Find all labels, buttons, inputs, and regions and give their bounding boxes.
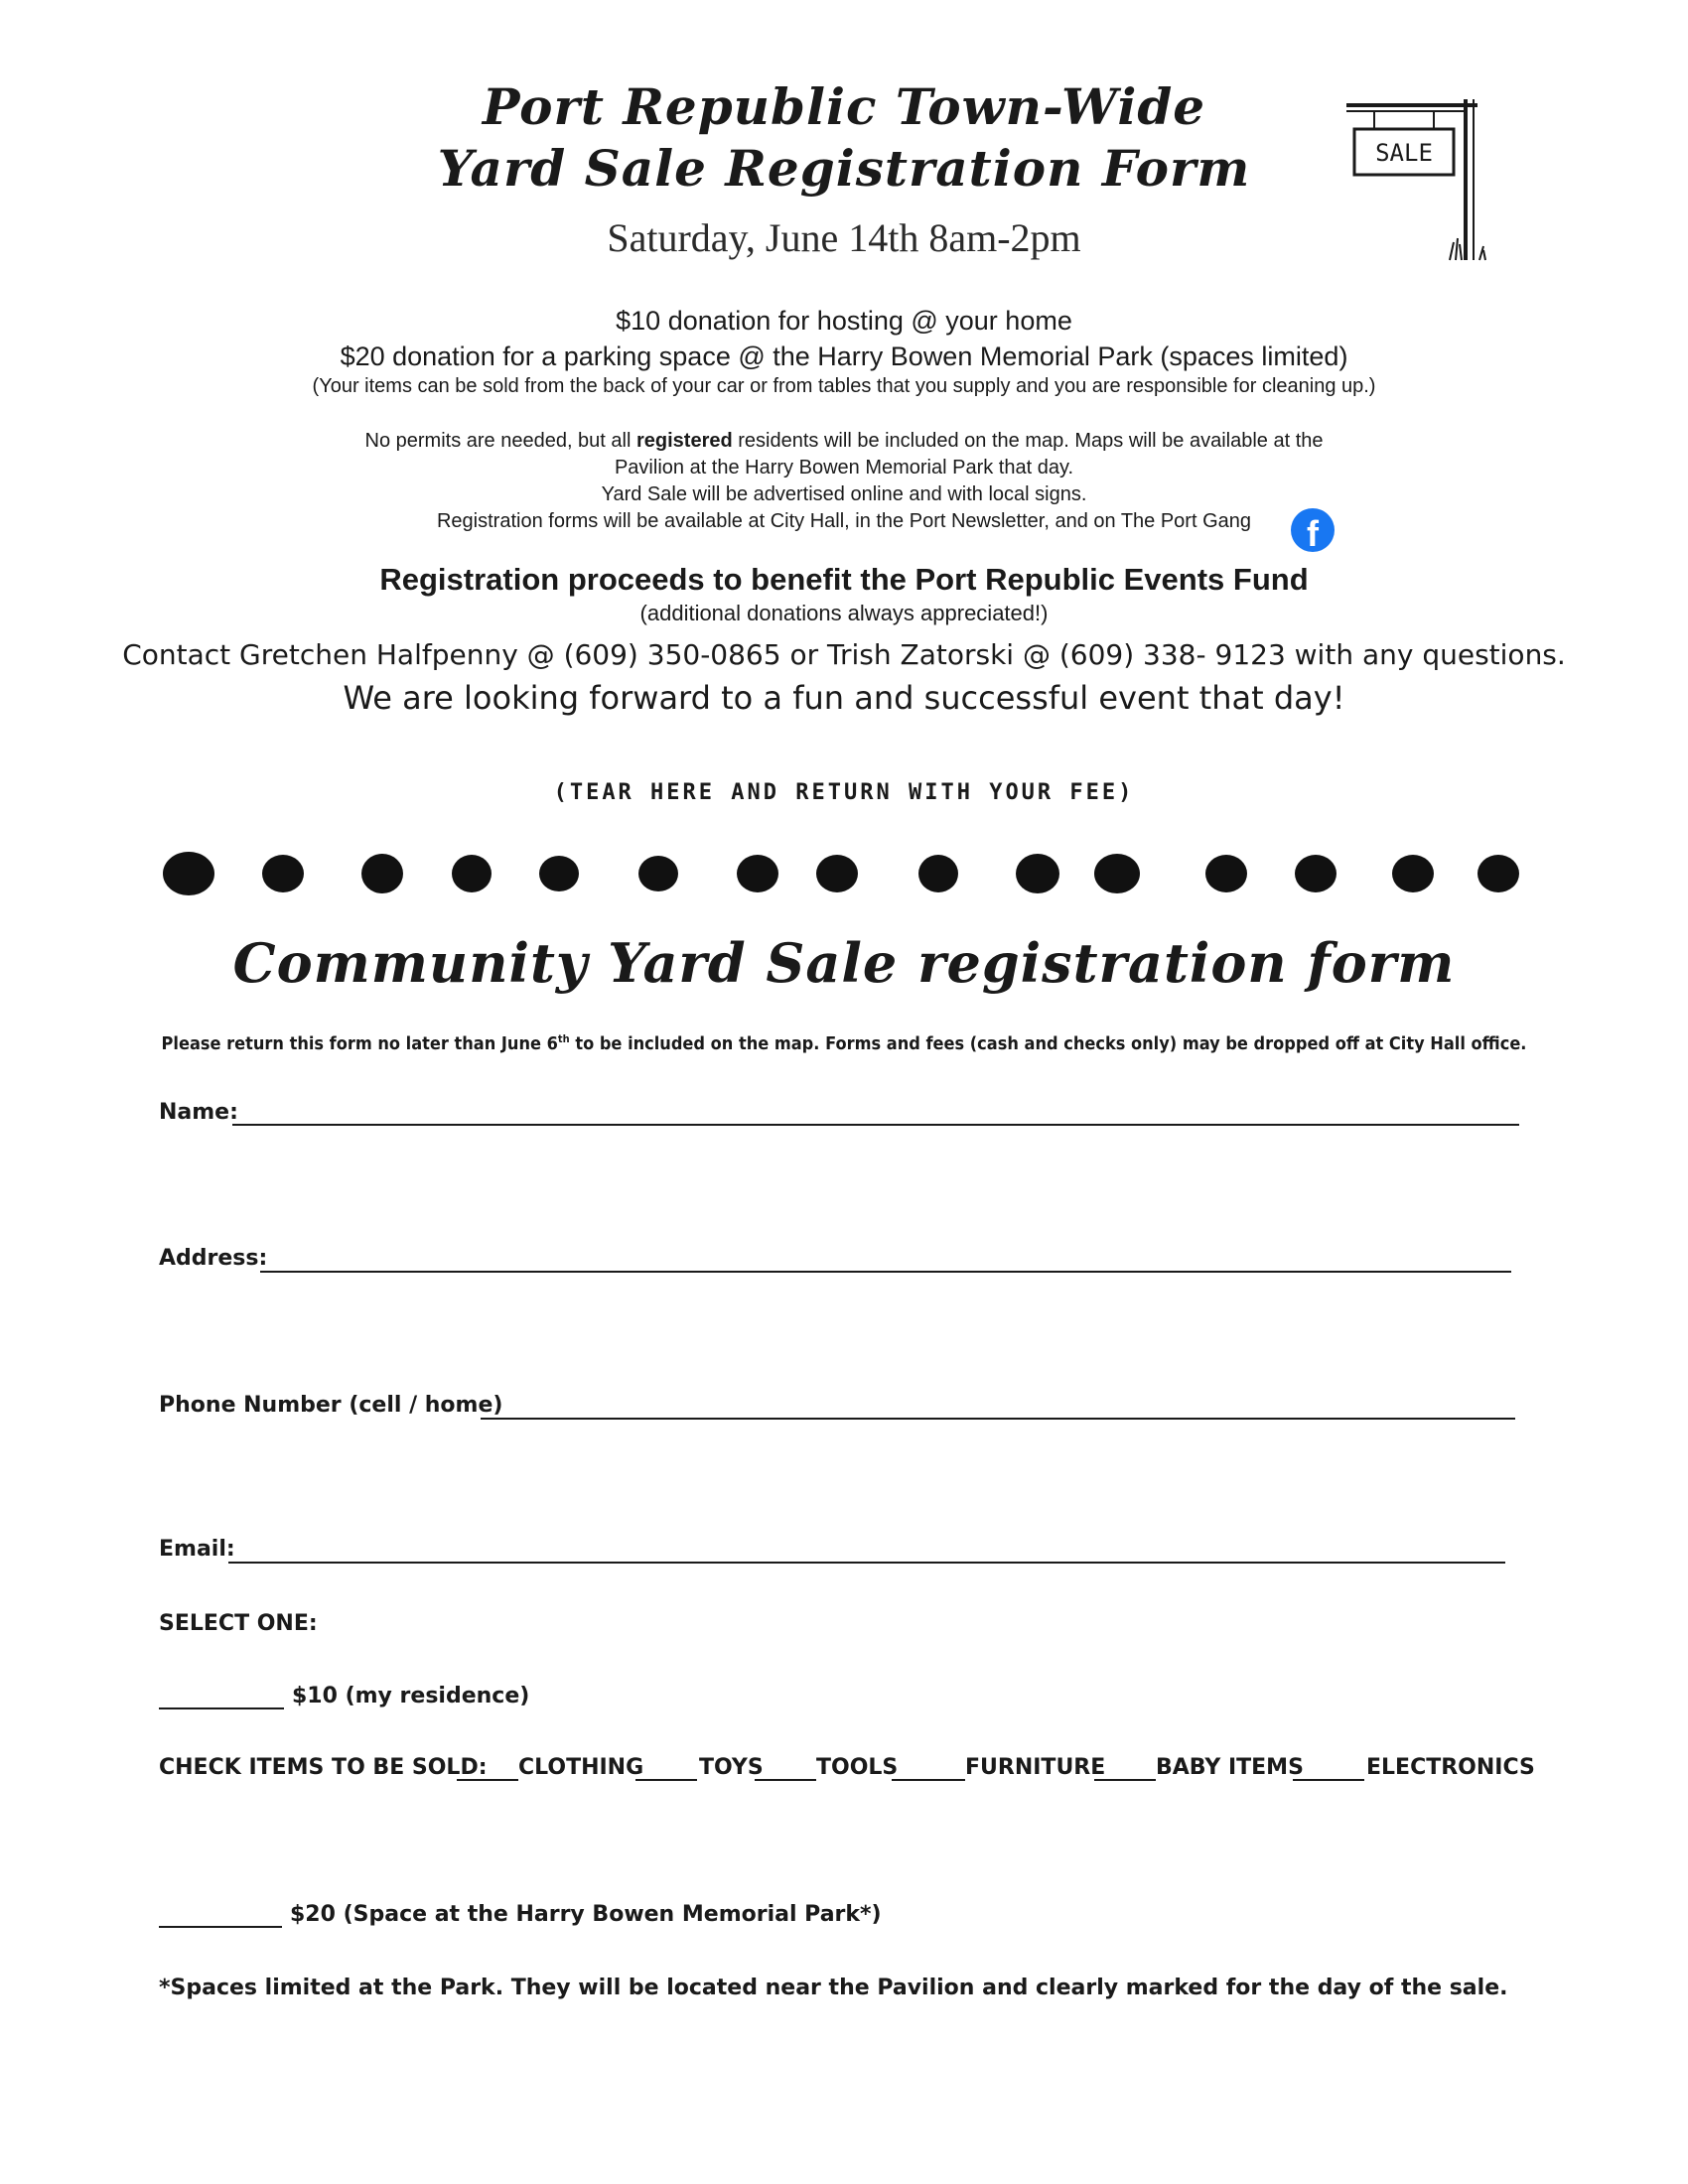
fee-note: (Your items can be sold from the back of your car or from tables that you supply and you are responsible for cleaning up.) [312,375,1376,397]
name-label: Name: [159,1100,238,1125]
phone-label: Phone Number (cell / home) [159,1393,503,1418]
item-electronics: ELECTRONICS [1366,1755,1535,1780]
residence-option-blank[interactable] [159,1707,284,1709]
tear-dot [539,856,579,891]
tear-dot [1477,855,1519,892]
sale-sign-icon [1346,91,1495,270]
item-tools: TOOLS [816,1755,899,1780]
info-line-1-post: residents will be included on the map. Maps will be available at the [732,430,1324,452]
return-instructions [84,1032,1604,1054]
info-line-3: Yard Sale will be advertised online and with local signs. [601,483,1087,505]
tear-dot [638,856,678,891]
tear-dot [816,855,858,892]
tear-dot [1205,855,1247,892]
info-line-4: Registration forms will be available at City Hall, in the Port Newsletter, and on The Port Gang [436,510,1252,532]
phone-field[interactable] [481,1418,1515,1420]
contact-info: Contact Gretchen Halfpenny @ (609) 350-0865 or Trish Zatorski @ (609) 338- 9123 with any questions. [122,638,1566,671]
fee-park: $20 donation for a parking space @ the Harry Bowen Memorial Park (spaces limited) [340,341,1348,371]
residence-option-label: $10 (my residence) [292,1684,530,1708]
fee-home: $10 donation for hosting @ your home [616,306,1072,336]
item-baby-items: BABY ITEMS [1156,1755,1304,1780]
tear-dot [1295,855,1336,892]
tear-dot [737,855,778,892]
tear-dot [1392,855,1434,892]
benefit-headline: Registration proceeds to benefit the Port Republic Events Fund [379,562,1309,597]
closing-message: We are looking forward to a fun and successful event that day! [343,679,1345,717]
return-note-pre: Please return this form no later than June 6 [161,1033,558,1054]
baby-items-blank[interactable] [1094,1779,1156,1781]
info-line-1-bold: registered [636,430,733,452]
tear-dot [262,855,304,892]
toys-blank[interactable] [635,1779,697,1781]
park-option-label: $20 (Space at the Harry Bowen Memorial Park*) [290,1902,882,1927]
facebook-icon: f [1291,508,1335,552]
clothing-blank[interactable] [457,1779,518,1781]
footnote: *Spaces limited at the Park. They will be located near the Pavilion and clearly marked for the day of the sale. [159,1976,1508,2000]
furniture-blank[interactable] [892,1779,965,1781]
check-items-label: CHECK ITEMS TO BE SOLD: [159,1755,488,1780]
page-title-line-1: Port Republic Town-Wide [482,77,1206,136]
page-title-line-2: Yard Sale Registration Form [437,139,1251,198]
benefit-subtext: (additional donations always appreciated!) [639,601,1049,625]
event-date: Saturday, June 14th 8am-2pm [607,215,1081,260]
tear-dot [1016,854,1059,893]
name-field[interactable] [232,1124,1519,1126]
address-field[interactable] [260,1271,1511,1273]
tear-dot [163,852,214,895]
tear-dot [1094,854,1140,893]
park-option-blank[interactable] [159,1926,282,1928]
info-line-1 [0,430,1688,453]
tear-dot [361,854,403,893]
return-note-post: to be included on the map. Forms and fees (cash and checks only) may be dropped off at City Hall office. [569,1033,1527,1054]
sale-sign-text: SALE [1375,139,1433,167]
address-label: Address: [159,1246,268,1271]
item-furniture: FURNITURE [965,1755,1106,1780]
form-title: Community Yard Sale registration form [232,931,1456,995]
info-line-1-pre: No permits are needed, but all [364,430,636,452]
return-note-sup: th [557,1032,570,1045]
tear-dot [452,855,492,892]
tools-blank[interactable] [755,1779,816,1781]
tear-dots [159,846,1529,905]
tear-instruction: (TEAR HERE AND RETURN WITH YOUR FEE) [553,780,1135,805]
email-label: Email: [159,1537,235,1562]
item-toys: TOYS [699,1755,764,1780]
select-one-label: SELECT ONE: [159,1611,318,1636]
tear-dot [918,855,958,892]
item-clothing: CLOTHING [518,1755,644,1780]
electronics-blank[interactable] [1293,1779,1364,1781]
info-line-2: Pavilion at the Harry Bowen Memorial Park that day. [614,457,1074,478]
email-field[interactable] [228,1562,1505,1564]
